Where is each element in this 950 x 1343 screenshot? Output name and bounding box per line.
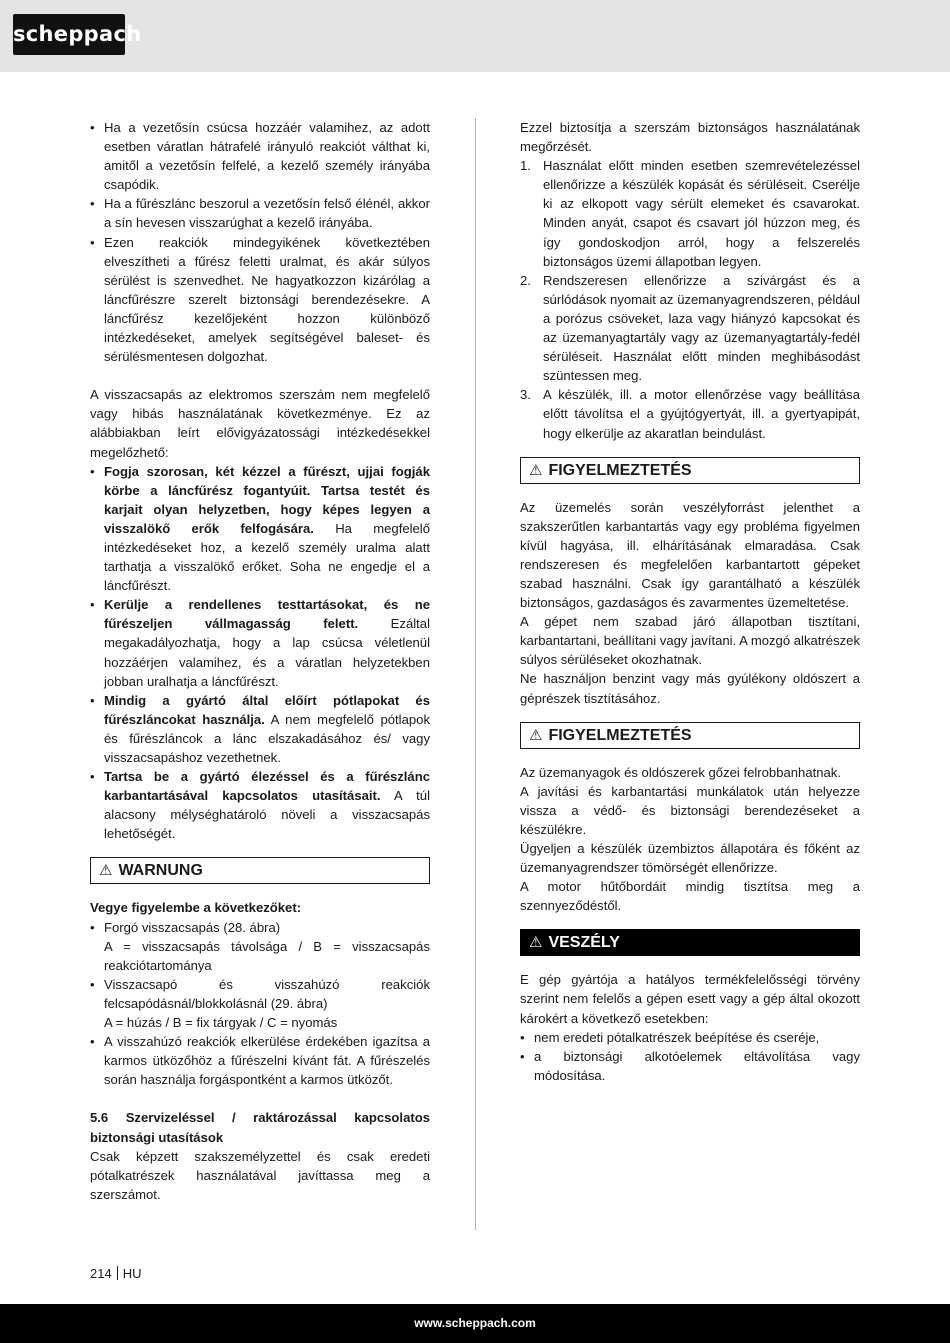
bold-text: Kerülje a rendellenes testtartásokat, és ne fűrészeljen vállmagasság felett.	[104, 597, 430, 632]
warning-title: FIGYELMEZTETÉS	[548, 461, 692, 479]
bold-text: Fogja szorosan, két kézzel a fűrészt, ujjai fogják körbe a láncfűrész fogantyúit. Tartsa testét és karjait olyan helyzetben, hogy képes legyen a visszalökő erők felfogására.	[104, 463, 430, 536]
body-text: Ha megfelelő intézkedéseket hoz, a kezelő személy uralma alatt tarthatja a visszalökő erőket. Soha ne engedje el a láncfűrészt.	[104, 520, 430, 594]
kickback-paragraph: A visszacsapás az elektromos szerszám nem megfelelő vagy hibás használatának következménye. Ez az alábbiakban leírt elővigyázatossági intézkedésekkel megelőzhető:	[90, 387, 430, 460]
page-number	[90, 1265, 141, 1283]
scheppach-logo: scheppach	[13, 14, 125, 55]
danger-heading	[520, 929, 860, 956]
list-item	[520, 156, 860, 271]
item-text: Használat előtt minden esetben szemrevételezéssel ellenőrizze a készülék kopását és sérüléseit. Cserélje ki az elkopott vagy sérült elemeket és csavarokat. Minden anyát, csapot és csavart jól húzzon meg, és így gondoskodjon arról, hogy a felszerelés biztonságos üzemi állapotban legyen.	[543, 158, 860, 269]
warning-triangle-icon: ⚠	[529, 934, 543, 952]
list-item: • nem eredeti pótalkatrészek beépítése és cseréje,	[520, 1028, 860, 1047]
warnung-heading	[90, 857, 430, 884]
precautions-list	[90, 462, 430, 844]
item-line: • A visszahúzó reakciók elkerülése érdekében igazítsa a karmos ütközőhöz a fűrészelni kívánt fát. A fűrészelés során használja forgáspontként a karmos ütközőt.	[104, 1034, 430, 1088]
kickback-causes-list	[90, 118, 430, 366]
warning-paragraph: Az üzemelés során veszélyforrást jelenthet a szakszerűtlen karbantartás vagy egy probléma figyelmen kívül hagyása, ill. elhárításának elmaradása. Csak rendszeresen és megfelelően karbantartott gépeket szabad használni. Csak így garantálható a készülék biztonságos, gazdaságos és zavarmentes üzemeltetése.	[520, 499, 860, 611]
list-item	[520, 385, 860, 442]
item-line: • Visszacsapó és visszahúzó reakciók felcsapódásnál/blokkolásnál (29. ábra)	[104, 976, 430, 1011]
maintenance-steps-list	[520, 156, 860, 442]
list-item: • Ezen reakciók mindegyikének következtében elveszítheti a fűrész feletti uralmat, és akár súlyos sérülést is szenvedhet. Ne hagyatkozzon kizárólag a láncfűrészre szerelt biztonsági berendezésekre. A láncfűrész kezelőjeként hozzon különböző intézkedéseket, amelyek segítségével baleset- és sérülésmentesen dolgozhat.	[90, 233, 430, 367]
intro-paragraph: Ezzel biztosítja a szerszám biztonságos használatának megőrzését.	[520, 120, 860, 155]
right-column	[520, 118, 860, 1085]
warnung-title: WARNUNG	[118, 862, 203, 880]
warning-paragraph: A javítási és karbantartási munkálatok után helyezze vissza a védő- és biztonsági berendezéseket a készülékre.	[520, 783, 860, 837]
warning-paragraph: A motor hűtőbordáit mindig tisztítsa meg a szennyeződéstől.	[520, 879, 860, 914]
website-link[interactable]: www.scheppach.com	[414, 1316, 536, 1330]
body-text: Ezáltal megakadályozhatja, hogy a lap csúcsa véletlenül hozzáérjen valamihez, és a váratlan helyzetekben jobban uralhatja a láncfűrészt.	[104, 616, 430, 689]
danger-title: VESZÉLY	[548, 934, 620, 952]
list-item: • a biztonsági alkotóelemek eltávolítása vagy módosítása.	[520, 1047, 860, 1085]
danger-list	[520, 1028, 860, 1085]
warning-triangle-icon: ⚠	[529, 726, 543, 744]
item-number: 2.	[520, 272, 531, 288]
list-item	[90, 1032, 430, 1089]
item-text: A készülék, ill. a motor ellenőrzése vagy beállítása előtt távolítsa el a gyújtógyertyát, ill. a gyertyapipát, hogy elkerülje az akaratlan beindulást.	[543, 387, 860, 441]
list-item	[90, 918, 430, 975]
item-line: • Forgó visszacsapás (28. ábra)	[104, 919, 281, 935]
body-text: A túl alacsony mélységhatároló növeli a visszacsapás lehetőségét.	[104, 788, 430, 842]
section-text: Csak képzett szakszemélyzettel és csak eredeti pótalkatrészek használatával javíttassa meg a szerszámot.	[90, 1148, 430, 1202]
list-item	[90, 595, 430, 690]
warning-triangle-icon: ⚠	[99, 862, 113, 880]
warning-heading	[520, 457, 860, 484]
warning-paragraph: A gépet nem szabad járó állapotban tisztítani, karbantartani, beállítani vagy javítani. A mozgó alkatrészek súlyos sérüléseket okozhatnak.	[520, 614, 860, 668]
list-item	[90, 691, 430, 767]
column-divider	[475, 118, 476, 1230]
item-number: 3.	[520, 387, 531, 403]
warning-paragraph: Az üzemanyagok és oldószerek gőzei felrobbanhatnak.	[520, 764, 841, 780]
item-number: 1.	[520, 158, 531, 174]
page-header	[0, 0, 950, 72]
list-item	[90, 462, 430, 596]
list-item: • Ha a fűrészlánc beszorul a vezetősín felső élénél, akkor a sín hevesen visszarúghat a kezelő irányába.	[90, 194, 430, 232]
list-item	[90, 767, 430, 843]
item-text: Rendszeresen ellenőrizze a szivárgást és a súrlódások nyomait az üzemanyagrendszeren, például a porózus csöveket, laza vagy hiányzó kapcsokat és az üzemanyagtartály vagy az üzemanyagtartály-fedél sérüléseit. Használat előtt minden meghibásodást szüntessen meg.	[543, 272, 860, 384]
warnung-list	[90, 918, 430, 1090]
warning-title: FIGYELMEZTETÉS	[548, 726, 692, 744]
warning-paragraph: Ne használjon benzint vagy más gyúlékony oldószert a géprészek tisztításához.	[520, 671, 860, 706]
separator	[117, 1266, 118, 1280]
danger-paragraph: E gép gyártója a hatályos termékfelelősségi törvény szerint nem felelős a gépen esett vagy a gép által okozott károkért a következő esetekben:	[520, 972, 860, 1026]
page-number-value: 214	[90, 1266, 112, 1281]
footer-bar	[0, 1304, 950, 1343]
bold-text: Mindig a gyártó által előírt pótlapokat és fűrészláncokat használja.	[104, 692, 430, 727]
warnung-lead: Vegye figyelembe a következőket:	[90, 900, 302, 916]
section-title: 5.6 Szervizeléssel / raktározással kapcsolatos biztonsági utasítások	[90, 1110, 430, 1145]
body-text: A nem megfelelő pótlapok és fűrészláncok a lánc elszakadásához és/ vagy visszacsapáshoz vezethetnek.	[104, 711, 430, 765]
warning-triangle-icon: ⚠	[529, 461, 543, 479]
left-column	[90, 118, 430, 1204]
item-line: A = visszacsapás távolsága / B = visszacsapás reakciótartománya	[104, 938, 430, 973]
item-line: A = húzás / B = fix tárgyak / C = nyomás	[104, 1015, 338, 1031]
list-item: • Ha a vezetősín csúcsa hozzáér valamihez, az adott esetben váratlan hátrafelé irányuló reakciót válthat ki, amitől a vezetősín felfelé, a kezelő személy irányába csapódik.	[90, 118, 430, 194]
list-item	[520, 271, 860, 386]
bold-text: Tartsa be a gyártó élezéssel és a fűrészlánc karbantartásával kapcsolatos utasításait.	[104, 769, 430, 804]
warning-paragraph: Ügyeljen a készülék üzembiztos állapotára és főként az üzemanyagrendszer tömörségét ellenőrizze.	[520, 841, 860, 876]
warning-heading	[520, 722, 860, 749]
list-item	[90, 975, 430, 1032]
language-code: HU	[122, 1266, 142, 1281]
